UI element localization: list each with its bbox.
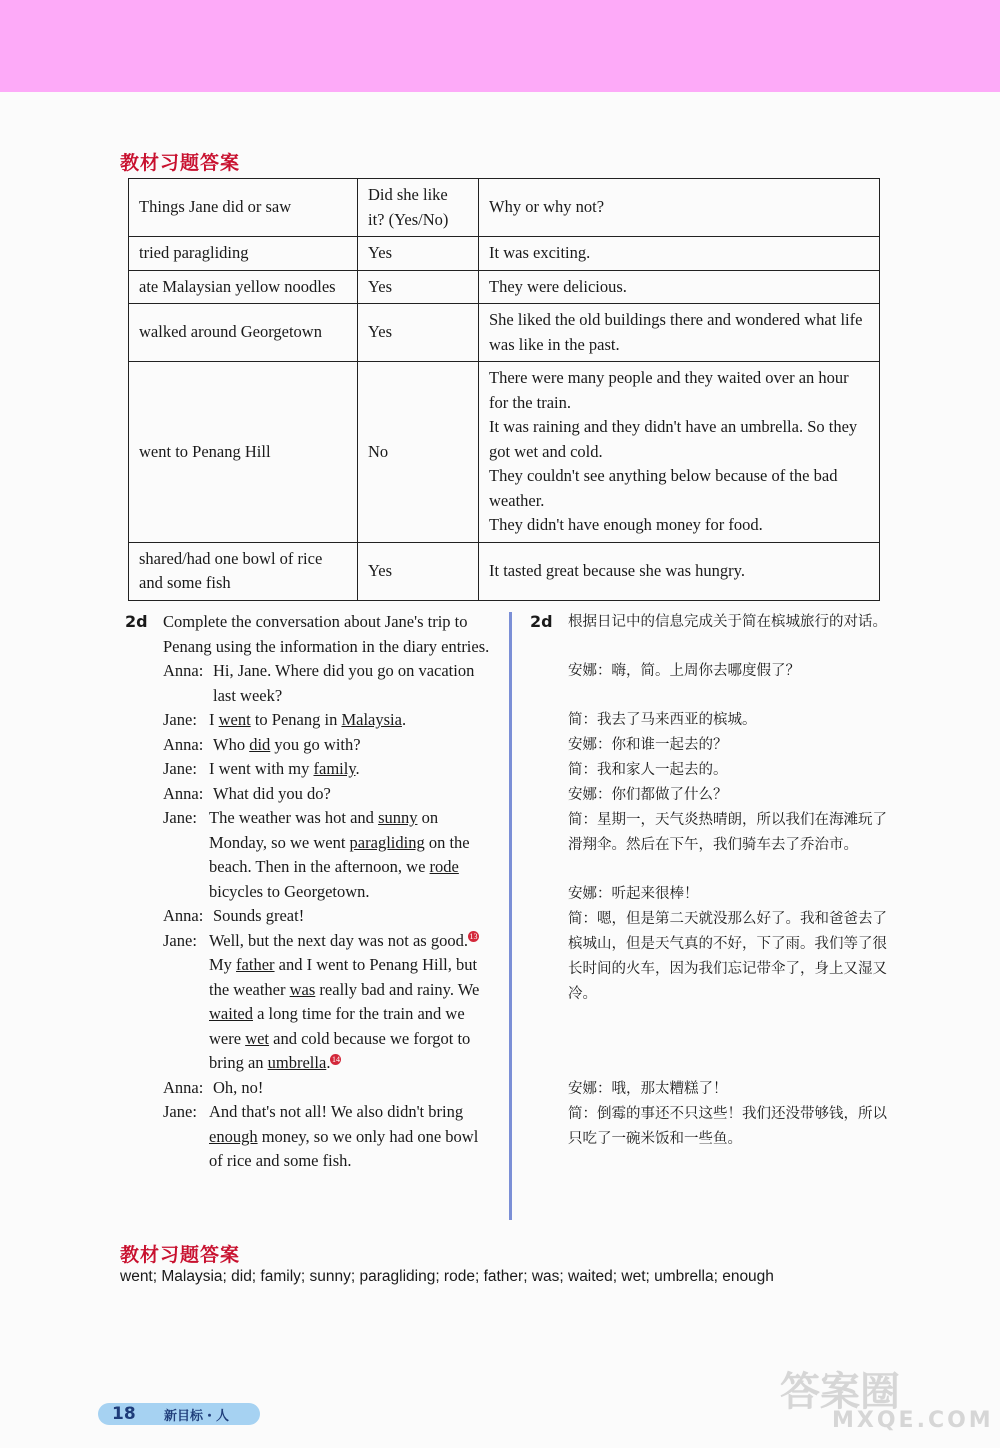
speaker-label: Jane: [163, 930, 197, 950]
note-marker: 14 [331, 1054, 340, 1064]
dialog-text [213, 782, 331, 807]
table-cell: ate Malaysian yellow noodles [129, 270, 358, 304]
translation-line: 安娜：你们都做了什么？ [568, 787, 728, 803]
page-footer [98, 1403, 260, 1425]
translation-line: 简：我去了马来西亚的槟城。 [568, 712, 757, 728]
speaker-label: Anna: [163, 734, 204, 754]
speaker-label: Jane: [163, 710, 197, 729]
translation-lines [530, 659, 895, 1152]
answer-word: went [218, 710, 251, 729]
exercise-instruction [125, 610, 490, 659]
table-cell: Yes [358, 237, 479, 271]
table-row [129, 542, 880, 600]
dialog-line [163, 1076, 490, 1101]
translation-line: 简：我和家人一起去的。 [568, 762, 728, 778]
text-run: What did you do? [213, 783, 331, 803]
table-cell: tried paragliding [129, 237, 358, 271]
table-cell: walked around Georgetown [129, 304, 358, 362]
answers-line: went; Malaysia; did; family; sunny; paragliding; rode; father; was; waited; wet; umbrella; enough [120, 1268, 774, 1285]
header-banner [0, 0, 1000, 92]
speaker-label: Anna: [163, 661, 204, 680]
table-row [129, 362, 880, 543]
text-run: and cold because we forgot to bring an [209, 1028, 471, 1072]
text-run: . [401, 710, 407, 729]
answer-word: was [289, 979, 316, 999]
text-run: really bad and rainy. We [315, 979, 480, 999]
answer-word: waited [209, 1004, 253, 1023]
text-run: on Monday, so we went [209, 808, 439, 852]
table-row [129, 237, 880, 271]
answer-word: Malaysia [341, 710, 402, 729]
dialog-line [163, 659, 490, 708]
dialog-line [163, 1100, 490, 1174]
dialog-line [163, 904, 490, 929]
exercise-label: 2d [530, 612, 553, 631]
table-cell: It was exciting. [479, 237, 880, 271]
exercise-english [125, 610, 490, 1174]
dialog-line [163, 708, 490, 733]
text-run: My [209, 955, 237, 974]
exercise-label: 2d [125, 612, 148, 631]
table-cell: Yes [358, 270, 479, 304]
translation-line: 简：嗯，但是第二天就没那么好了。我和爸爸去了槟城山，但是天气真的不好，下了雨。我们等了很长时间的火车，因为我们忘记带伞了，身上又湿又冷。 [568, 911, 887, 1002]
page-number: 18 [112, 1404, 136, 1424]
dialog-text [209, 757, 360, 782]
column-divider [509, 612, 512, 1220]
answer-word: rode [429, 857, 459, 876]
answer-word: family [313, 759, 356, 778]
table-cell: shared/had one bowl of rice and some fish [129, 542, 358, 600]
text-run: and I went to Penang Hill, but the weather [209, 955, 478, 999]
translation-instruction [530, 610, 895, 635]
header-cell: Things Jane did or saw [129, 179, 358, 237]
watermark-text: 答案圈 [780, 1369, 900, 1415]
dialog-line [163, 806, 490, 904]
table-row [129, 270, 880, 304]
answer-word: enough [209, 1126, 258, 1146]
section-title: 教材习题答案 [120, 1244, 241, 1266]
text-run: The weather was hot and [209, 808, 379, 827]
text-run: Oh, no! [213, 1077, 264, 1097]
dialog-text [213, 1076, 263, 1101]
translation-instruction-text: 根据日记中的信息完成关于简在槟城旅行的对话。 [568, 614, 887, 630]
text-run: on the beach. Then in the afternoon, we [209, 832, 470, 876]
text-run: bicycles to Georgetown. [209, 881, 370, 901]
dialog-line [163, 757, 490, 782]
header-cell: Did she like it? (Yes/No) [358, 179, 479, 237]
table-cell: She liked the old buildings there and wondered what life was like in the past. [479, 304, 880, 362]
dialog-line [163, 782, 490, 807]
answer-word: paragliding [349, 832, 425, 852]
translation-line: 安娜：你和谁一起去的？ [568, 737, 728, 753]
speaker-label: Anna: [163, 783, 204, 803]
table-cell: Yes [358, 542, 479, 600]
text-run: I went with my [209, 759, 314, 778]
dialog [125, 659, 490, 1174]
table-cell: There were many people and they waited over an hour for the train. It was raining and they didn't have an umbrella. So they got wet and cold. They couldn't see anything below because of the bad weather. They didn't have enough money for food. [479, 362, 880, 543]
text-run: I [209, 710, 219, 729]
answer-word: did [249, 734, 271, 754]
text-run: Sounds great! [213, 906, 305, 925]
translation-line: 简：倒霉的事还不只这些！我们还没带够钱，所以只吃了一碗米饭和一些鱼。 [568, 1106, 887, 1147]
translation-line: 安娜：嗨，简。上周你去哪度假了？ [568, 663, 800, 679]
dialog-text [213, 904, 304, 929]
answer-word: wet [245, 1028, 270, 1048]
table-row [129, 304, 880, 362]
table-cell: No [358, 362, 479, 543]
text-run: . [326, 1053, 331, 1072]
text-run: Who [213, 734, 250, 754]
watermark-url: MXQE.COM [832, 1408, 994, 1433]
answer-table [128, 178, 880, 601]
text-run: And that's not all! We also didn't bring [209, 1102, 464, 1121]
table-cell: went to Penang Hill [129, 362, 358, 543]
speaker-label: Jane: [163, 1102, 197, 1121]
answer-word: father [236, 955, 275, 974]
speaker-label: Anna: [163, 1077, 204, 1097]
text-run: Well, but the next day was not as good. [209, 930, 468, 950]
text-run: a long time for the train and we were [209, 1004, 465, 1048]
dialog-text [209, 708, 406, 733]
text-run: Hi, Jane. Where did you go on vacation last week? [213, 661, 475, 705]
table-cell: They were delicious. [479, 270, 880, 304]
instruction-text: Complete the conversation about Jane's trip to Penang using the information in the diary entries. [163, 612, 490, 656]
header-cell: Why or why not? [479, 179, 880, 237]
speaker-label: Jane: [163, 808, 197, 827]
dialog-text [209, 1100, 490, 1174]
text-run: to Penang in [250, 710, 342, 729]
dialog-line [163, 929, 490, 1076]
section-title: 教材习题答案 [120, 152, 241, 174]
translation-line: 安娜：听起来很棒！ [568, 886, 699, 902]
translation-line: 安娜：哦，那太糟糕了！ [568, 1081, 728, 1097]
dialog-line [163, 733, 490, 758]
dialog-text [213, 733, 361, 758]
text-run: you go with? [270, 734, 361, 754]
series-name: 新目标・人 [164, 1409, 230, 1424]
table-header-row [129, 179, 880, 237]
answer-word: sunny [378, 808, 418, 827]
text-run: money, so we only had one bowl of rice and some fish. [209, 1126, 479, 1170]
speaker-label: Jane: [163, 759, 197, 778]
text-run: . [355, 759, 360, 778]
exercise-chinese [530, 610, 895, 1152]
note-marker: 13 [469, 932, 478, 941]
table-cell: Yes [358, 304, 479, 362]
speaker-label: Anna: [163, 906, 204, 925]
watermark-logo [780, 1360, 994, 1440]
dialog-text [209, 806, 490, 904]
answer-word: umbrella [267, 1053, 327, 1072]
translation-line: 简：星期一，天气炎热晴朗，所以我们在海滩玩了滑翔伞。然后在下午，我们骑车去了乔治市。 [568, 812, 887, 853]
table-cell: It tasted great because she was hungry. [479, 542, 880, 600]
dialog-text [209, 929, 490, 1076]
dialog-text [213, 659, 490, 708]
